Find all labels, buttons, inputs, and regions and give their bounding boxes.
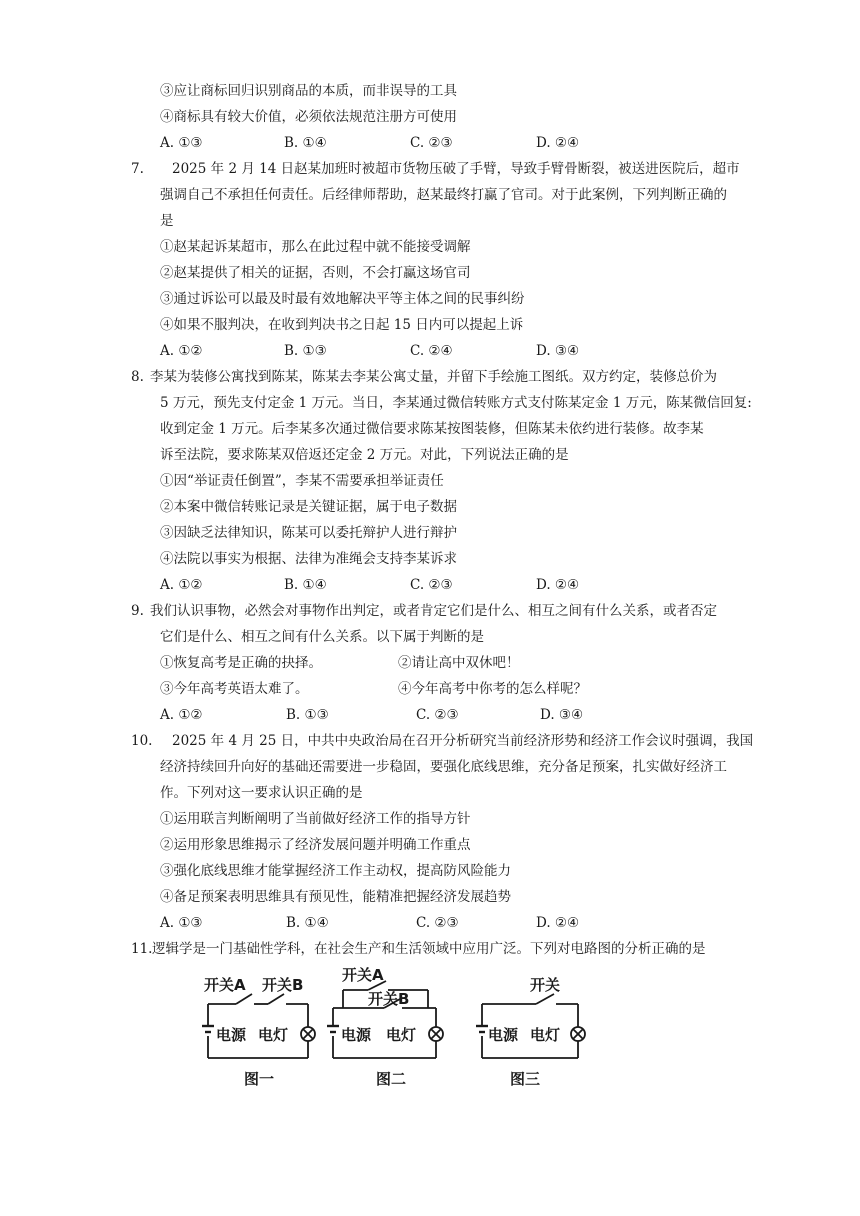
q8-statement-4: ④法院以事实为根据、法律为准绳会支持李某诉求 [160, 551, 457, 567]
fig2-lamp-label: 电灯 [386, 1026, 417, 1044]
q9-statement-3: ③今年高考英语太难了。 [160, 681, 309, 697]
top-statement-3: ③应让商标回归识别商品的本质，而非误导的工具 [160, 83, 457, 99]
fig1-caption: 图一 [244, 1070, 275, 1088]
q8-stem-line4: 诉至法院，要求陈某双倍返还定金 2 万元。对此，下列说法正确的是 [160, 447, 569, 463]
q9-stem-line2: 它们是什么、相互之间有什么关系。以下属于判断的是 [160, 629, 484, 645]
option-d: D. ②④ [536, 915, 580, 931]
option-a: A. ①③ [160, 915, 203, 931]
q11-number: 11. [131, 941, 153, 957]
q10-statement-1: ①运用联言判断阐明了当前做好经济工作的指导方针 [160, 811, 471, 827]
fig2-power-label: 电源 [341, 1026, 372, 1044]
q7-statement-2: ②赵某提供了相关的证据，否则，不会打赢这场官司 [160, 265, 471, 281]
option-b: B. ①③ [284, 343, 327, 359]
q7-stem-line2: 强调自己不承担任何责任。后经律师帮助，赵某最终打赢了官司。对于此案例，下列判断正确的 [160, 187, 727, 203]
q8-stem-line3: 收到定金 1 万元。后李某多次通过微信要求陈某按图装修，但陈某未依约进行装修。故李某 [160, 421, 704, 437]
q7-statement-1: ①赵某起诉某超市，那么在此过程中就不能接受调解 [160, 239, 471, 255]
option-c: C. ②③ [416, 707, 459, 723]
option-c: C. ②③ [410, 135, 453, 151]
q9-statement-2: ②请让高中双休吧！ [398, 655, 520, 671]
option-c: C. ②③ [416, 915, 459, 931]
fig2-switch-a-label: 开关A [342, 966, 384, 984]
fig1-switch-a-label: 开关A [204, 976, 246, 994]
q10-stem-line2: 经济持续回升向好的基础还需要进一步稳固，要强化底线思维，充分备足预案，扎实做好经济工 [160, 759, 727, 775]
circuit-figure [196, 966, 596, 1090]
q7-number: 7. [131, 161, 144, 177]
q11-stem-line1: 逻辑学是一门基础性学科，在社会生产和生活领域中应用广泛。下列对电路图的分析正确的是 [152, 941, 706, 957]
option-c: C. ②④ [410, 343, 453, 359]
option-a: A. ①② [160, 707, 203, 723]
q8-stem-line1: 李某为装修公寓找到陈某，陈某去李某公寓丈量，并留下手绘施工图纸。双方约定，装修总价为 [150, 369, 717, 385]
option-b: B. ①④ [284, 135, 327, 151]
q9-number: 9. [131, 603, 144, 619]
fig3-power-label: 电源 [488, 1026, 519, 1044]
q9-statement-1: ①恢复高考是正确的抉择。 [160, 655, 322, 671]
option-d: D. ③④ [536, 343, 580, 359]
option-a: A. ①③ [160, 135, 203, 151]
q10-stem-line3: 作。下列对这一要求认识正确的是 [160, 785, 363, 801]
q7-stem-line3: 是 [160, 213, 174, 229]
option-d: D. ②④ [536, 135, 580, 151]
q8-statement-1: ①因“举证责任倒置”，李某不需要承担举证责任 [160, 473, 444, 489]
q10-statement-4: ④备足预案表明思维具有预见性，能精准把握经济发展趋势 [160, 889, 511, 905]
fig1-switch-b-label: 开关B [262, 976, 304, 994]
q10-statement-2: ②运用形象思维揭示了经济发展问题并明确工作重点 [160, 837, 471, 853]
top-statement-4: ④商标具有较大价值，必须依法规范注册方可使用 [160, 109, 457, 125]
q8-statement-2: ②本案中微信转账记录是关键证据，属于电子数据 [160, 499, 457, 515]
q7-statement-3: ③通过诉讼可以最及时最有效地解决平等主体之间的民事纠纷 [160, 291, 525, 307]
option-b: B. ①④ [286, 915, 329, 931]
q8-number: 8. [131, 369, 144, 385]
fig3-lamp-label: 电灯 [530, 1026, 561, 1044]
q9-stem-line1: 我们认识事物，必然会对事物作出判定，或者肯定它们是什么、相互之间有什么关系，或者否定 [150, 603, 717, 619]
fig1-power-label: 电源 [216, 1026, 247, 1044]
q7-statement-4: ④如果不服判决，在收到判决书之日起 15 日内可以提起上诉 [160, 317, 524, 333]
option-b: B. ①④ [284, 577, 327, 593]
option-a: A. ①② [160, 577, 203, 593]
q8-statement-3: ③因缺乏法律知识，陈某可以委托辩护人进行辩护 [160, 525, 457, 541]
option-d: D. ③④ [540, 707, 584, 723]
option-d: D. ②④ [536, 577, 580, 593]
q7-stem-line1: 2025 年 2 月 14 日赵某加班时被超市货物压破了手臂，导致手臂骨断裂，被送进医院后，超市 [172, 161, 740, 177]
q8-stem-line2: 5 万元，预先支付定金 1 万元。当日，李某通过微信转账方式支付陈某定金 1 万元，陈某微信回复: [160, 395, 752, 411]
fig1-lamp-label: 电灯 [258, 1026, 289, 1044]
q10-stem-line1: 2025 年 4 月 25 日，中共中央政治局在召开分析研究当前经济形势和经济工作会议时强调，我国 [172, 733, 754, 749]
option-b: B. ①③ [286, 707, 329, 723]
q9-statement-4: ④今年高考中你考的怎么样呢？ [398, 681, 587, 697]
circuit-diagrams [196, 966, 596, 1090]
option-c: C. ②③ [410, 577, 453, 593]
q10-statement-3: ③强化底线思维才能掌握经济工作主动权，提高防风险能力 [160, 863, 511, 879]
fig3-switch-label: 开关 [530, 976, 561, 994]
option-a: A. ①② [160, 343, 203, 359]
fig3-caption: 图三 [510, 1070, 541, 1088]
fig2-caption: 图二 [376, 1070, 407, 1088]
fig2-switch-b-label: 开关B [368, 990, 410, 1008]
q10-number: 10. [131, 733, 153, 749]
